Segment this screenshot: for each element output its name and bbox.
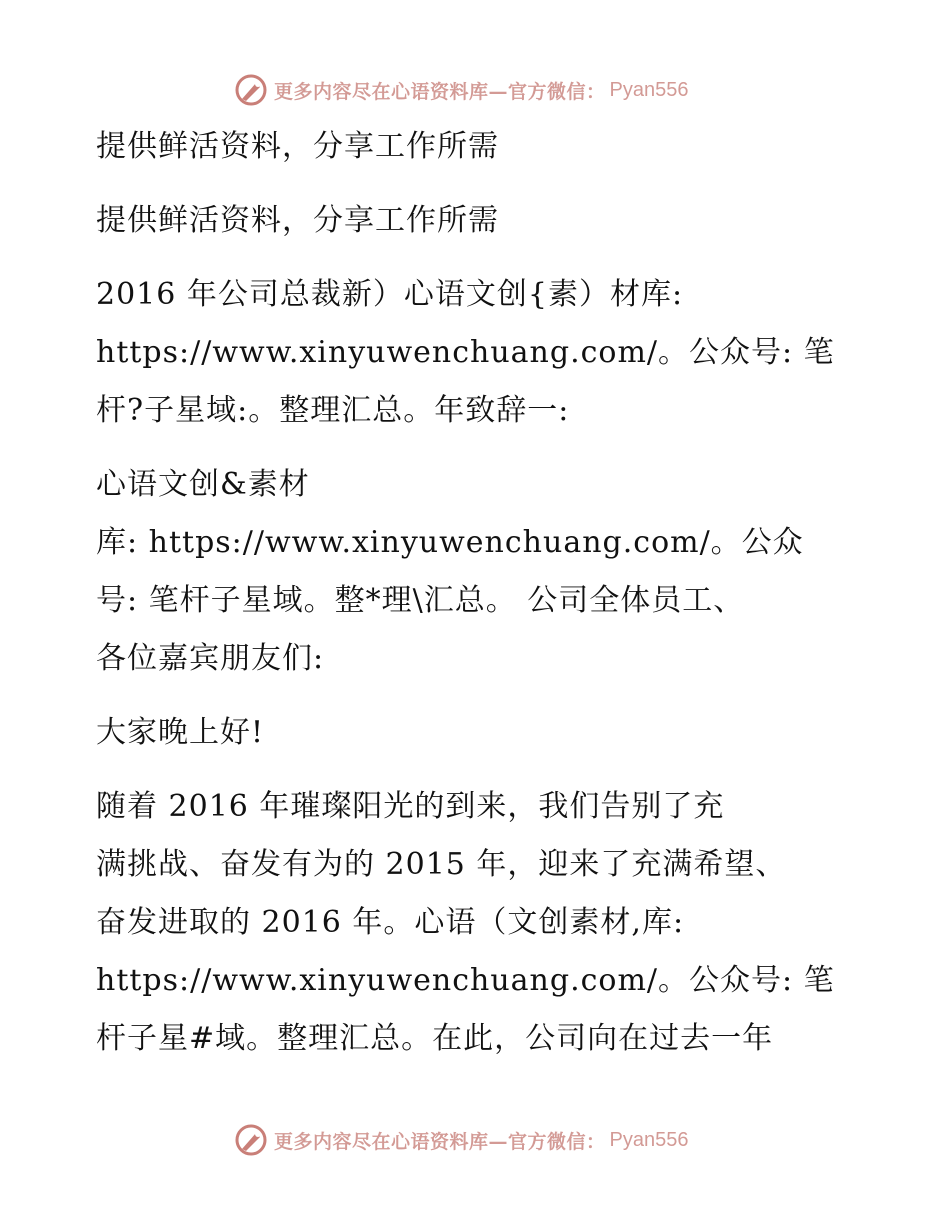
wechat-id: Pyan556 <box>609 1128 689 1151</box>
text-line: 奋发进取的 2016 年。心语（文创素材,库: <box>96 905 685 940</box>
text-line: 满挑战、奋发有为的 2015 年，迎来了充满希望、 <box>96 847 787 882</box>
text-line: 随着 2016 年璀璨阳光的到来，我们告别了充 <box>96 789 725 824</box>
text-line: 心语文创&素材 <box>96 467 310 502</box>
text-line: 杆子星#域。整理汇总。在此，公司向在过去一年 <box>96 1021 774 1056</box>
text-line: 各位嘉宾朋友们: <box>96 641 325 676</box>
text-line: https://www.xinyuwenchuang.com/。公众号: 笔 <box>96 335 835 370</box>
banner-text: 更多内容尽在心语资料库—官方微信： <box>274 80 606 103</box>
header-banner <box>234 72 688 108</box>
pen-logo-icon <box>234 1123 268 1157</box>
text-line: 号: 笔杆子星域。整*理\汇总。 公司全体员工、 <box>96 583 745 618</box>
wechat-id: Pyan556 <box>609 78 689 101</box>
pen-logo-icon <box>234 73 268 107</box>
text-line: 杆?子星域:。整理汇总。年致辞一: <box>96 393 570 428</box>
text-line: 库: https://www.xinyuwenchuang.com/。公众 <box>96 525 804 560</box>
text-line: 提供鲜活资料，分享工作所需 <box>96 129 499 164</box>
banner-text: 更多内容尽在心语资料库—官方微信： <box>274 1130 606 1153</box>
text-line: https://www.xinyuwenchuang.com/。公众号: 笔 <box>96 963 835 998</box>
document-body <box>96 118 856 1068</box>
text-line: 2016 年公司总裁新）心语文创{素）材库: <box>96 277 684 312</box>
text-line: 大家晚上好! <box>96 715 265 750</box>
text-line: 提供鲜活资料，分享工作所需 <box>96 203 499 238</box>
footer-banner <box>234 1122 688 1158</box>
